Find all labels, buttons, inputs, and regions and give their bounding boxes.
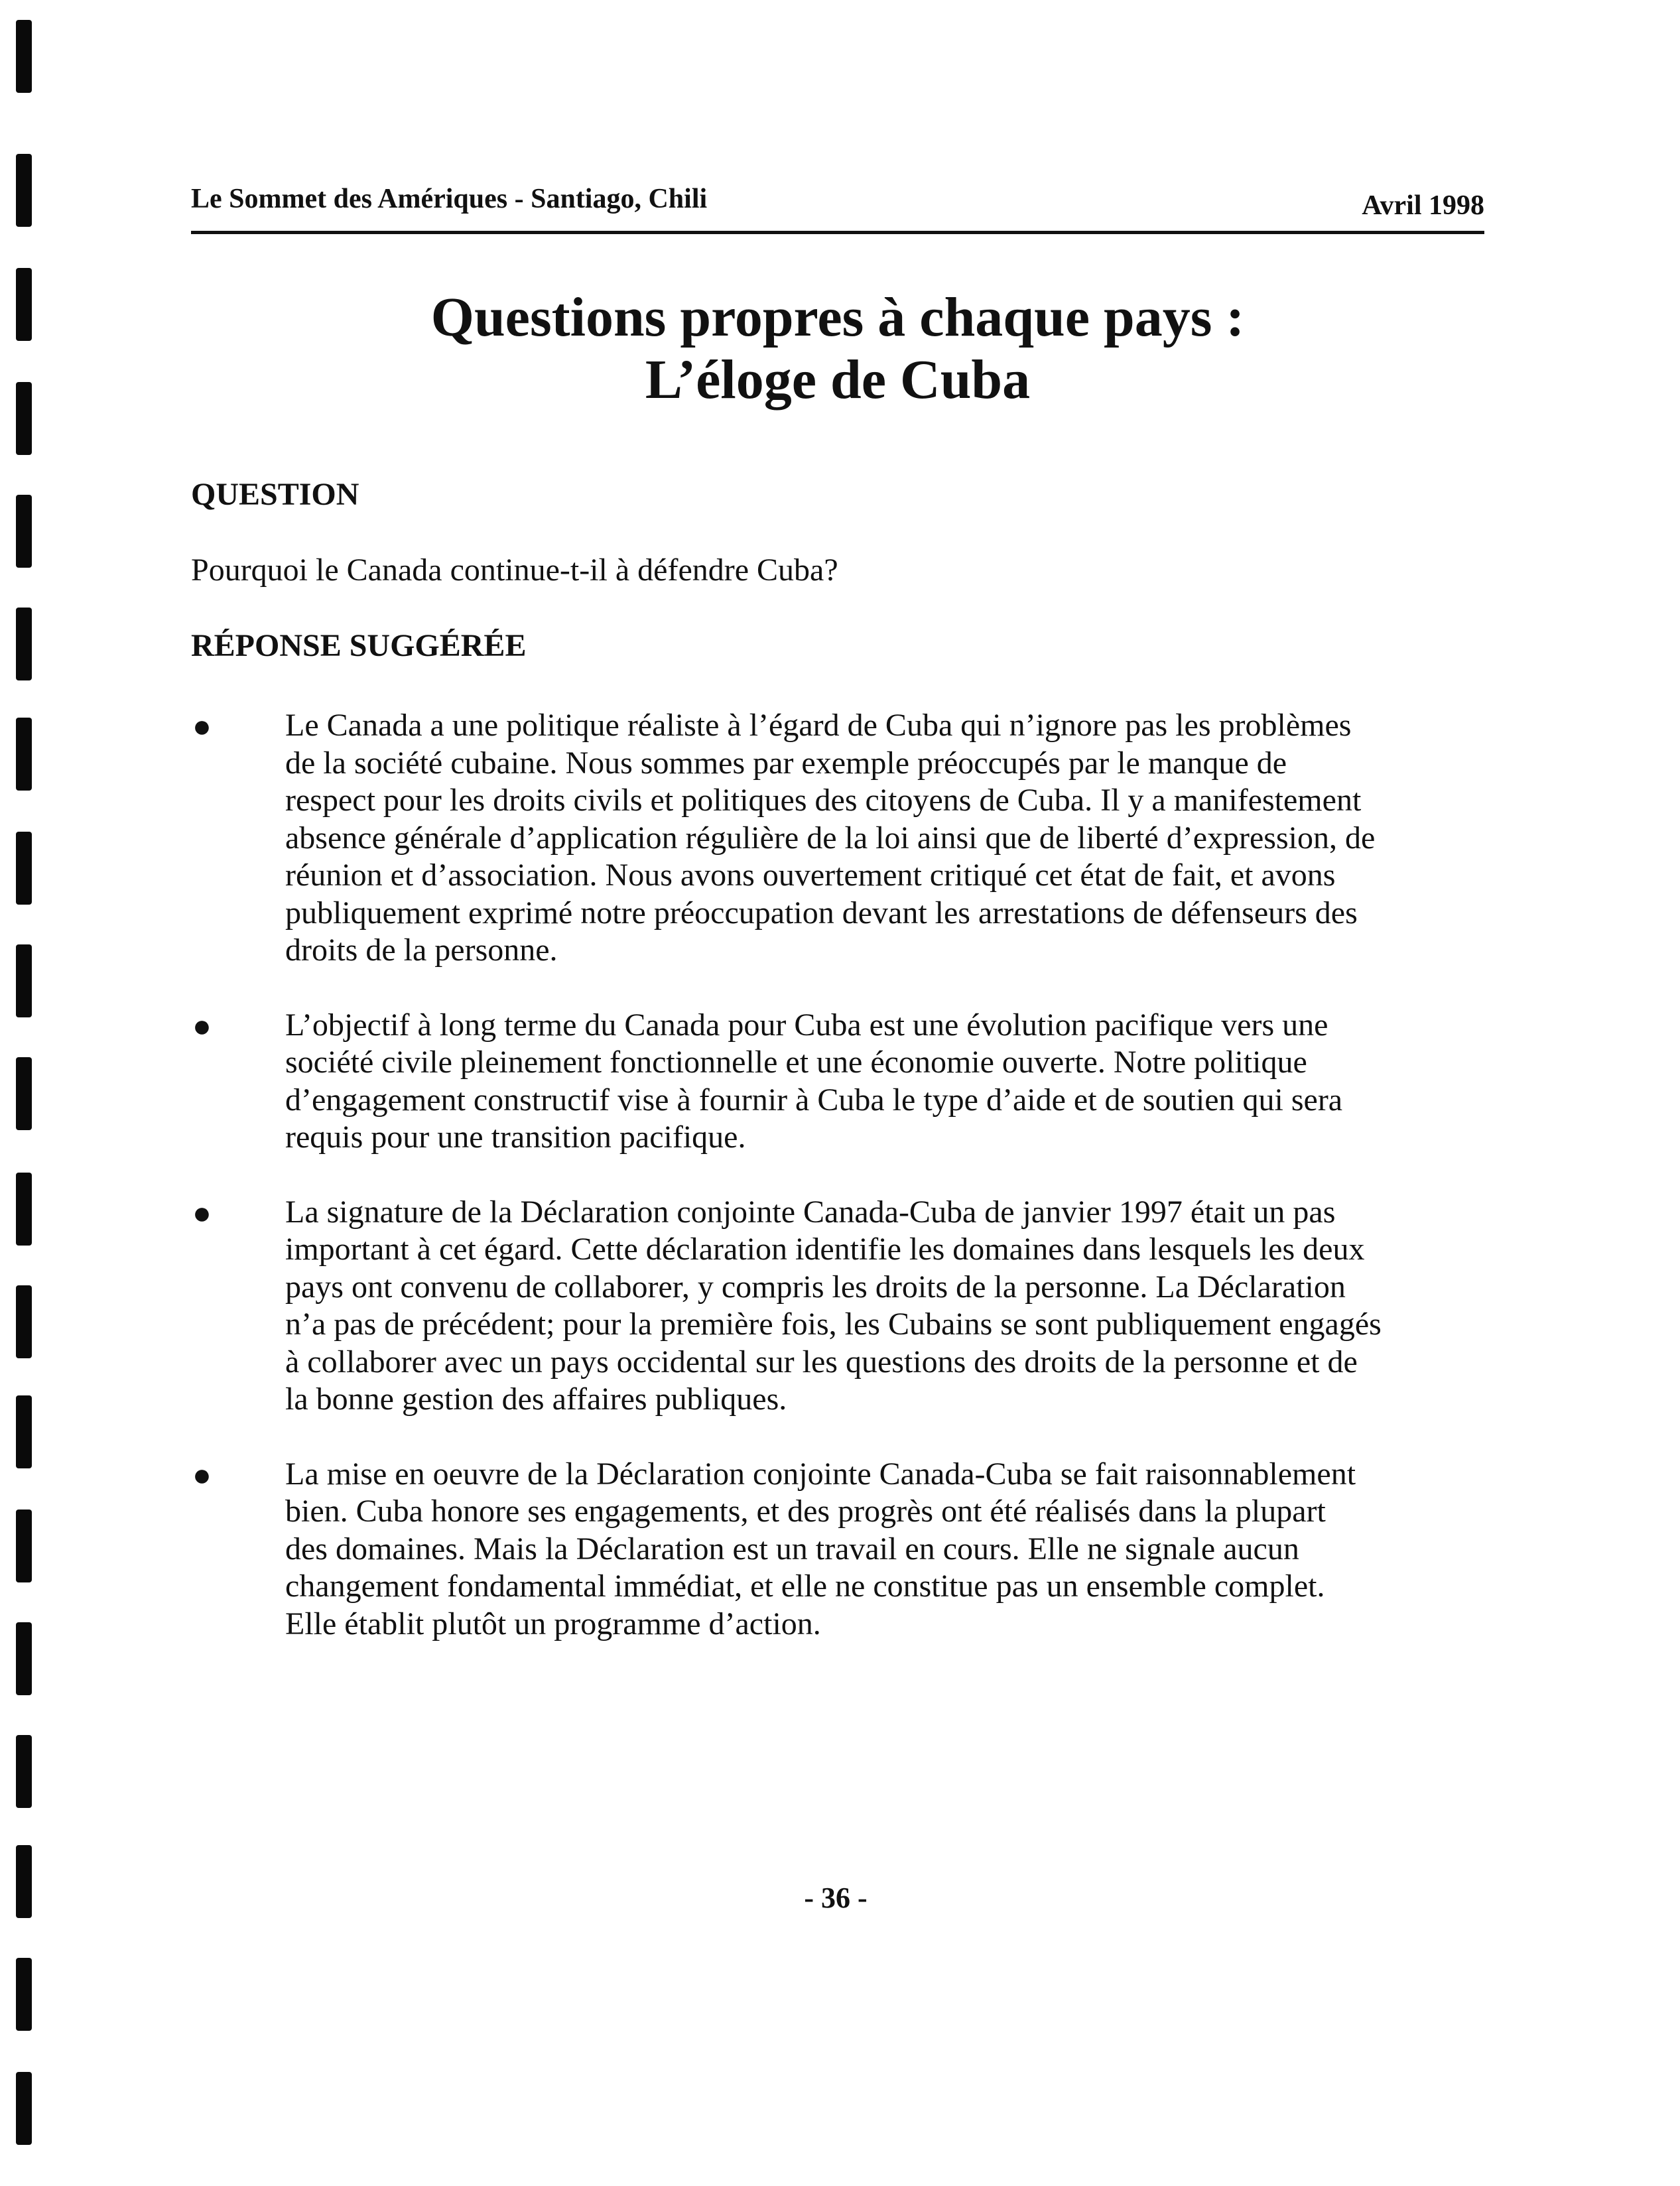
bullet-line: Elle établit plutôt un programme d’action.	[285, 1606, 821, 1641]
bullet-line: n’a pas de précédent; pour la première fois, les Cubains se sont publiquement engagés	[285, 1307, 1382, 1342]
title-line-2: L’éloge de Cuba	[645, 349, 1031, 411]
bullet-line: de la société cubaine. Nous sommes par exemple préoccupés par le manque de	[285, 745, 1287, 781]
page-header	[191, 183, 1484, 234]
bullet-line: La mise en oeuvre de la Déclaration conjointe Canada-Cuba se fait raisonnablement	[285, 1456, 1356, 1492]
bullet-icon: ●	[192, 1457, 212, 1493]
bullet-line: à collaborer avec un pays occidental sur les questions des droits de la personne et de	[285, 1344, 1358, 1380]
binding-mark	[16, 1285, 32, 1358]
header-date: Avril 1998	[1362, 190, 1484, 221]
binding-mark	[16, 495, 32, 568]
bullet-icon: ●	[192, 1008, 212, 1044]
bullet-line: société civile pleinement fonctionnelle et une économie ouverte. Notre politique	[285, 1045, 1307, 1080]
bullet-line: pays ont convenu de collaborer, y compris les droits de la personne. La Déclaration	[285, 1269, 1346, 1305]
title-line-1: Questions propres à chaque pays :	[430, 287, 1245, 348]
binding-mark	[16, 608, 32, 680]
document-title	[191, 287, 1484, 411]
bullet-line: L’objectif à long terme du Canada pour Cuba est une évolution pacifique vers une	[285, 1007, 1328, 1043]
question-text: Pourquoi le Canada continue-t-il à défendre Cuba?	[191, 552, 838, 588]
binding-mark	[16, 832, 32, 905]
bullet-item	[191, 1194, 1484, 1419]
binding-mark	[16, 382, 32, 455]
answer-bullet-list	[191, 707, 1484, 1680]
bullet-line: d’engagement constructif vise à fournir à Cuba le type d’aide et de soutien qui sera	[285, 1082, 1343, 1118]
header-event-title: Le Sommet des Amériques - Santiago, Chili	[191, 184, 708, 214]
binding-mark	[16, 1958, 32, 2031]
bullet-line: bien. Cuba honore ses engagements, et des progrès ont été réalisés dans la plupart	[285, 1494, 1326, 1529]
binding-mark	[16, 2072, 32, 2145]
binding-mark	[16, 1173, 32, 1246]
bullet-line: droits de la personne.	[285, 932, 558, 968]
binding-mark	[16, 718, 32, 791]
bullet-line: des domaines. Mais la Déclaration est un travail en cours. Elle ne signale aucun	[285, 1531, 1299, 1567]
bullet-item	[191, 1456, 1484, 1643]
question-heading: QUESTION	[191, 477, 359, 512]
bullet-icon: ●	[192, 709, 212, 744]
page-number: - 36 -	[804, 1882, 868, 1914]
binding-mark	[16, 268, 32, 341]
answer-heading: RÉPONSE SUGGÉRÉE	[191, 628, 527, 663]
bullet-line: important à cet égard. Cette déclaration identifie les domaines dans lesquels les deux	[285, 1232, 1365, 1267]
bullet-line: absence générale d’application régulière de la loi ainsi que de liberté d’expression, de	[285, 820, 1376, 856]
bullet-line: changement fondamental immédiat, et elle ne constitue pas un ensemble complet.	[285, 1569, 1325, 1604]
binding-mark	[16, 154, 32, 227]
bullet-line: La signature de la Déclaration conjointe Canada-Cuba de janvier 1997 était un pas	[285, 1194, 1336, 1230]
binding-mark	[16, 1057, 32, 1130]
bullet-line: requis pour une transition pacifique.	[285, 1120, 746, 1155]
binding-mark	[16, 944, 32, 1017]
bullet-line: respect pour les droits civils et politiques des citoyens de Cuba. Il y a manifestement	[285, 783, 1362, 818]
binding-mark	[16, 1735, 32, 1808]
bullet-item	[191, 1007, 1484, 1157]
bullet-line: réunion et d’association. Nous avons ouvertement critiqué cet état de fait, et avons	[285, 858, 1336, 893]
binding-mark	[16, 1510, 32, 1582]
binding-mark	[16, 20, 32, 93]
bullet-line: publiquement exprimé notre préoccupation devant les arrestations de défenseurs des	[285, 895, 1358, 931]
binding-marks	[0, 0, 53, 2186]
bullet-line: la bonne gestion des affaires publiques.	[285, 1382, 787, 1417]
binding-mark	[16, 1622, 32, 1695]
bullet-item	[191, 707, 1484, 970]
binding-mark	[16, 1395, 32, 1468]
bullet-icon: ●	[192, 1195, 212, 1231]
bullet-line: Le Canada a une politique réaliste à l’égard de Cuba qui n’ignore pas les problèmes	[285, 708, 1352, 743]
binding-mark	[16, 1845, 32, 1918]
